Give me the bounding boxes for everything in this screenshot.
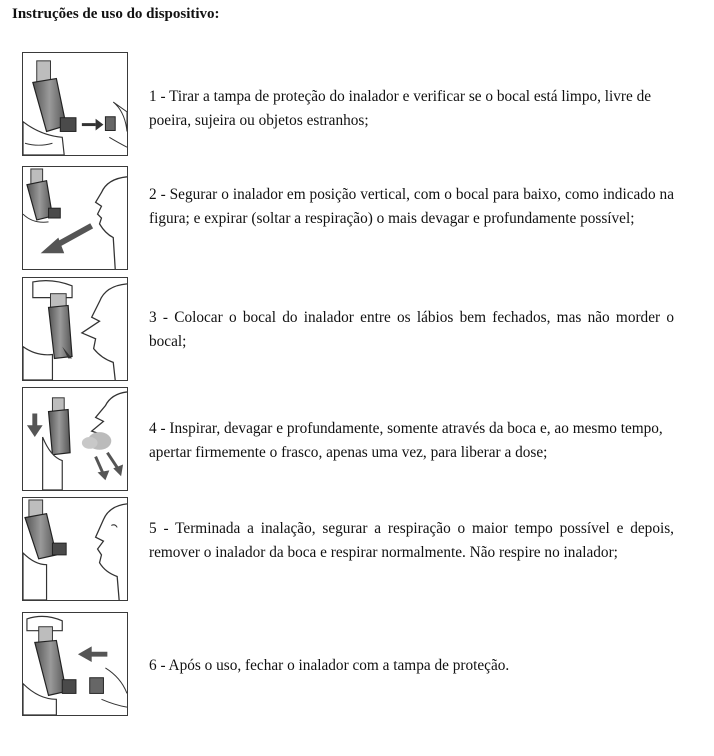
inhaler-press-dose-illustration [22, 387, 128, 491]
step-3-text: 3 - Colocar o bocal do inalador entre os lábios bem fechados, mas não morder o bocal; [149, 309, 674, 350]
inhaler-hold-breath-illustration [22, 497, 128, 601]
step-2-text: 2 - Segurar o inalador em posição vertical, com o bocal para baixo, como indicado na figura; e expirar (soltar a respiração) o mais devagar e profundamente possível; [149, 186, 674, 227]
step-1-text: 1 - Tirar a tampa de proteção do inalador e verificar se o bocal está limpo, livre de poeira, sujeira ou objetos estranhos; [149, 88, 652, 129]
inhaler-mouthpiece-lips-illustration [22, 277, 128, 381]
step-5-text: 5 - Terminada a inalação, segurar a respiração o maior tempo possível e depois, remover o inalador da boca e respirar normalmente. Não respire no inalador; [149, 520, 674, 561]
inhaler-exhale-illustration [22, 166, 128, 270]
inhaler-cap-removal-illustration [22, 52, 128, 156]
inhaler-cap-closing-illustration [22, 612, 128, 716]
step-4-text: 4 - Inspirar, devagar e profundamente, somente através da boca e, ao mesmo tempo, apertar firmemente o frasco, apenas uma vez, para liberar a dose; [149, 420, 663, 461]
step-6-text: 6 - Após o uso, fechar o inalador com a tampa de proteção. [149, 657, 510, 674]
page-title: Instruções de uso do dispositivo: [12, 6, 220, 22]
